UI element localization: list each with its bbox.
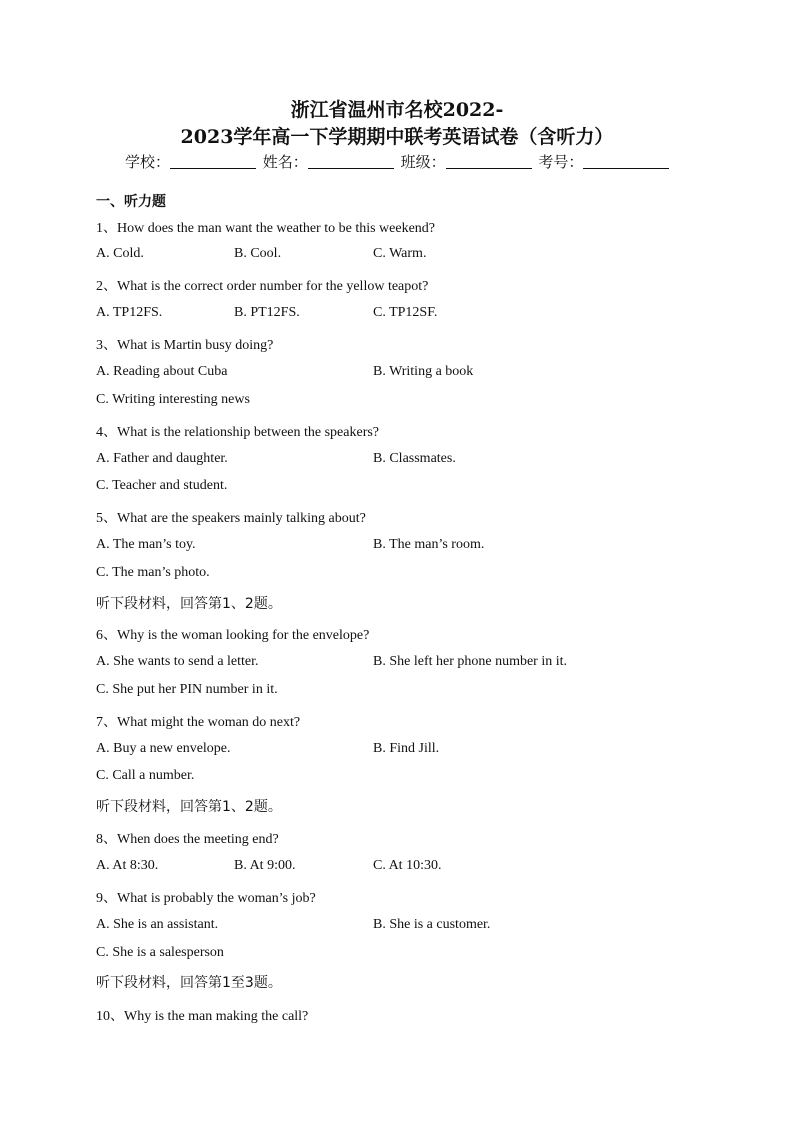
instruction-3: 听下段材料，回答第1至3题。 <box>96 975 282 991</box>
class-label: 班级： <box>400 153 446 171</box>
question-1: 1、How does the man want the weather to be this weekend? <box>96 221 436 236</box>
question-7: 7、What might the woman do next? <box>96 715 301 730</box>
question-6: 6、Why is the woman looking for the envelope? <box>96 628 370 643</box>
q6-option-a[interactable]: A. She wants to send a letter. <box>96 654 259 669</box>
q4-option-b[interactable]: B. Classmates. <box>373 451 456 466</box>
question-3: 3、What is Martin busy doing? <box>96 338 274 353</box>
q2-option-b[interactable]: B. PT12FS. <box>234 305 300 320</box>
q9-option-b[interactable]: B. She is a customer. <box>373 917 491 932</box>
q8-option-c[interactable]: C. At 10:30. <box>373 858 442 873</box>
school-blank[interactable] <box>170 154 256 169</box>
q8-option-b[interactable]: B. At 9:00. <box>234 858 296 873</box>
q4-option-c[interactable]: C. Teacher and student. <box>96 478 228 493</box>
q5-option-a[interactable]: A. The man’s toy. <box>96 537 196 552</box>
q9-option-a[interactable]: A. She is an assistant. <box>96 917 219 932</box>
exam-title-line2: 2023学年高一下学期期中联考英语试卷（含听力） <box>180 126 614 148</box>
number-blank[interactable] <box>583 154 669 169</box>
q5-option-b[interactable]: B. The man’s room. <box>373 537 485 552</box>
q8-option-a[interactable]: A. At 8:30. <box>96 858 159 873</box>
q7-option-a[interactable]: A. Buy a new envelope. <box>96 741 231 756</box>
q1-option-b[interactable]: B. Cool. <box>234 246 282 261</box>
q6-option-c[interactable]: C. She put her PIN number in it. <box>96 682 278 697</box>
q1-option-c[interactable]: C. Warm. <box>373 246 427 261</box>
question-8: 8、When does the meeting end? <box>96 832 279 847</box>
q1-option-a[interactable]: A. Cold. <box>96 246 144 261</box>
question-2: 2、What is the correct order number for the yellow teapot? <box>96 279 429 294</box>
name-label: 姓名： <box>262 153 308 171</box>
school-label: 学校： <box>125 153 171 171</box>
question-10: 10、Why is the man making the call? <box>96 1009 309 1024</box>
student-info-row <box>125 151 671 172</box>
question-4: 4、What is the relationship between the speakers? <box>96 425 380 440</box>
q4-option-a[interactable]: A. Father and daughter. <box>96 451 228 466</box>
q2-option-c[interactable]: C. TP12SF. <box>373 305 438 320</box>
instruction-1: 听下段材料，回答第1、2题。 <box>96 596 282 612</box>
instruction-2: 听下段材料，回答第1、2题。 <box>96 799 282 815</box>
q5-option-c[interactable]: C. The man’s photo. <box>96 565 210 580</box>
class-blank[interactable] <box>446 154 532 169</box>
name-blank[interactable] <box>308 154 394 169</box>
question-5: 5、What are the speakers mainly talking about? <box>96 511 366 526</box>
question-9: 9、What is probably the woman’s job? <box>96 891 316 906</box>
q7-option-c[interactable]: C. Call a number. <box>96 768 195 783</box>
section-heading: 一、听力题 <box>96 194 166 210</box>
number-label: 考号： <box>538 153 584 171</box>
q3-option-b[interactable]: B. Writing a book <box>373 364 474 379</box>
q6-option-b[interactable]: B. She left her phone number in it. <box>373 654 568 669</box>
q3-option-a[interactable]: A. Reading about Cuba <box>96 364 228 379</box>
q7-option-b[interactable]: B. Find Jill. <box>373 741 440 756</box>
q3-option-c[interactable]: C. Writing interesting news <box>96 392 250 407</box>
q2-option-a[interactable]: A. TP12FS. <box>96 305 163 320</box>
exam-title-line1: 浙江省温州市名校2022- <box>290 99 504 121</box>
q9-option-c[interactable]: C. She is a salesperson <box>96 945 224 960</box>
